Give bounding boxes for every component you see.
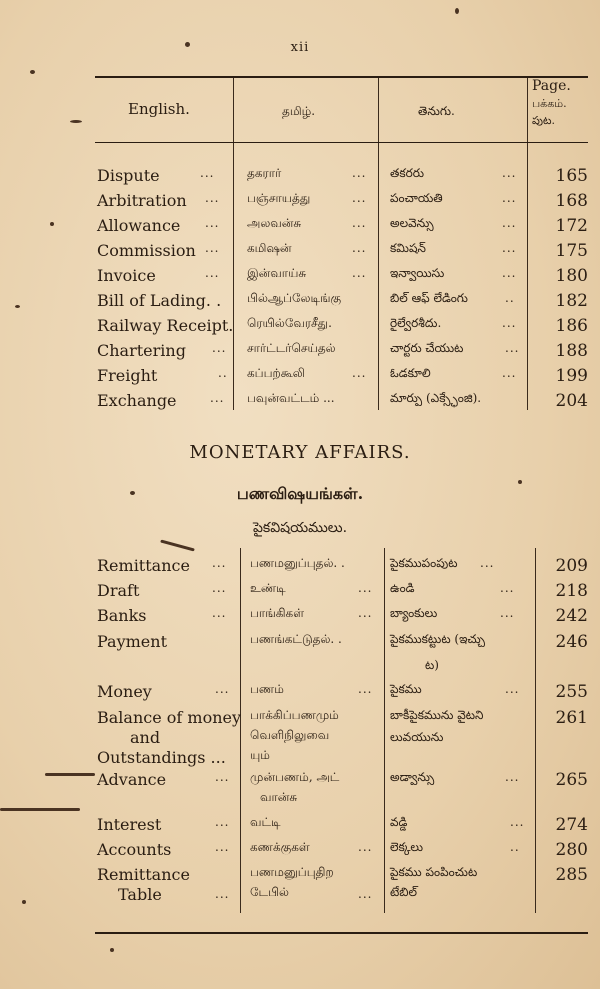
table-row [0, 316, 600, 340]
term-english: Arbitration [97, 191, 187, 210]
term-tamil: பில்ஆப்லேடிங்கு [247, 291, 342, 305]
paper-speck [70, 120, 82, 123]
table-row [0, 840, 600, 864]
term-english: Banks [97, 606, 147, 625]
term-english: Money [97, 682, 152, 701]
page-ref: 209 [555, 556, 588, 576]
leader-dots: ... [215, 840, 230, 854]
table-bottom-rule [95, 932, 588, 934]
paper-speck [110, 948, 114, 952]
table-row [0, 241, 600, 265]
term-tamil: பஞ்சாயத்து [247, 191, 311, 205]
page-ref: 199 [555, 366, 588, 386]
table-row [0, 341, 600, 365]
term-tamil: இன்வாய்சு [247, 266, 307, 280]
term-english: Railway Receipt. [97, 316, 234, 335]
term-english: Exchange [97, 391, 177, 410]
leader-dots: ... [352, 216, 367, 230]
table-row [0, 815, 600, 839]
term-telugu-cont: లువయును [390, 730, 444, 744]
leader-dots: ... [352, 366, 367, 380]
term-english: Chartering [97, 341, 186, 360]
page-ref: 168 [555, 191, 588, 211]
leader-dots: ... [212, 341, 227, 355]
table-row [0, 632, 600, 680]
term-telugu: మార్పు (ఎక్స్ఛేంజి). [390, 391, 482, 405]
term-english: Payment [97, 632, 167, 651]
term-tamil-cont: யும் [250, 748, 270, 762]
header-tamil: தமிழ். [282, 104, 316, 118]
leader-dots: ... [205, 241, 220, 255]
term-telugu: ఇన్వాయిసు [390, 266, 445, 280]
leader-dots: ... [502, 166, 517, 180]
leader-dots: ... [500, 581, 515, 595]
term-english: Dispute [97, 166, 160, 185]
term-telugu: పైకము పంపించుట [390, 865, 478, 879]
table-row [0, 556, 600, 580]
term-telugu: ఓడకూలి [390, 366, 431, 380]
leader-dots: ... [358, 606, 373, 620]
term-english: Balance of money [97, 708, 242, 727]
term-telugu: రైల్వేరశీదు. [390, 316, 442, 330]
term-tamil-cont: வான்சு [260, 790, 298, 804]
leader-dots: ... [505, 770, 520, 784]
leader-dots: ... [205, 216, 220, 230]
term-english-cont: and [130, 728, 161, 747]
term-tamil-cont: டேபில் [250, 885, 289, 899]
page-ref: 186 [555, 316, 588, 336]
leader-dots: ... [212, 581, 227, 595]
leader-dots: ... [352, 241, 367, 255]
term-english: Freight [97, 366, 158, 385]
table-row [0, 682, 600, 706]
term-telugu: కమిషన్ [390, 241, 426, 255]
leader-dots: ... [500, 606, 515, 620]
page-ref: 172 [555, 216, 588, 236]
leader-dots: .. [510, 840, 520, 854]
term-tamil: கணக்குகள் [250, 840, 310, 854]
term-english: Interest [97, 815, 162, 834]
header-page-en: Page. [532, 78, 571, 94]
header-page-ta: பக்கம். [532, 97, 567, 110]
term-tamil: சார்ட்டர்செய்தல் [247, 341, 336, 355]
leader-dots: ... [210, 391, 225, 405]
table-row [0, 291, 600, 315]
term-tamil: வட்டி [250, 815, 281, 829]
leader-dots: ... [205, 191, 220, 205]
leader-dots: ... [215, 815, 230, 829]
table-row [0, 708, 600, 772]
page-ref: 182 [555, 291, 588, 311]
term-tamil: பாங்கிகள் [250, 606, 305, 620]
leader-dots: ... [212, 556, 227, 570]
term-telugu: పైకము [390, 682, 422, 696]
term-english-cont: Table [118, 885, 162, 904]
term-tamil: பாக்கிப்பணமும் [250, 708, 339, 722]
leader-dots: ... [352, 191, 367, 205]
page-ref: 246 [555, 632, 588, 652]
term-tamil: கப்பற்கூலி [247, 366, 305, 380]
page-ref: 165 [555, 166, 588, 186]
term-tamil: பணமனுப்புதிற [250, 865, 334, 879]
term-tamil: கமிஷன் [247, 241, 292, 255]
page-ref: 204 [555, 391, 588, 411]
section-title-tamil: பணவிஷயங்கள். [236, 484, 364, 503]
leader-dots: ... [200, 166, 215, 180]
page-ref: 285 [555, 865, 588, 885]
term-telugu-cont: టేబిల్ [390, 885, 418, 899]
page-ref: 188 [555, 341, 588, 361]
page-ref: 274 [555, 815, 588, 835]
term-telugu: అలవెన్సు [390, 216, 434, 230]
page-ref: 242 [555, 606, 588, 626]
header-page-te: పుట. [532, 114, 555, 127]
leader-dots: ... [215, 770, 230, 784]
table-row [0, 581, 600, 605]
header-english: English. [128, 100, 190, 118]
term-telugu: తకరరు [390, 166, 424, 180]
term-tamil-cont: வெளிநிலுவை [250, 728, 330, 742]
table-row [0, 166, 600, 190]
leader-dots: ... [502, 366, 517, 380]
table-row [0, 266, 600, 290]
leader-dots: ... [502, 316, 517, 330]
term-english: Accounts [97, 840, 172, 859]
term-tamil: ரெயில்வேரசீது. [247, 316, 332, 330]
table-row [0, 191, 600, 215]
term-telugu: బిల్ ఆఫ్ లేడింగు [390, 291, 468, 305]
header-bottom-rule [95, 142, 588, 143]
paper-speck [30, 70, 35, 74]
table-row [0, 865, 600, 909]
table-row [0, 391, 600, 415]
term-english: Allowance [97, 216, 181, 235]
leader-dots: ... [358, 581, 373, 595]
leader-dots: ... [502, 191, 517, 205]
leader-dots: ... [358, 887, 373, 901]
page-ref: 261 [555, 708, 588, 728]
leader-dots: ... [502, 216, 517, 230]
leader-dots: ... [505, 341, 520, 355]
leader-dots: ... [358, 682, 373, 696]
term-telugu: లెక్కలు [390, 840, 424, 854]
term-tamil: உண்டி [250, 581, 286, 595]
leader-dots: .. [505, 291, 515, 305]
page-ref: 255 [555, 682, 588, 702]
section-title: MONETARY AFFAIRS. [189, 442, 411, 463]
term-tamil: பவுன்வட்டம் ... [247, 391, 335, 405]
leader-dots: ... [352, 166, 367, 180]
leader-dots: ... [502, 266, 517, 280]
leader-dots: ... [205, 266, 220, 280]
page-ref: 265 [555, 770, 588, 790]
term-telugu: చార్టరు చేయుట [390, 341, 464, 355]
table-row [0, 366, 600, 390]
term-english: Advance [97, 770, 167, 789]
term-telugu: ఉండి [390, 581, 415, 595]
term-telugu-cont: ట) [425, 658, 439, 672]
table-top-rule [95, 76, 588, 78]
term-telugu: బాకీపైకమును వైటని [390, 708, 484, 722]
leader-dots: ... [352, 266, 367, 280]
leader-dots: .. [218, 366, 228, 380]
term-telugu: పైకముపంపుట [390, 556, 458, 570]
term-telugu: పైకముకట్టుట (ఇచ్చు [390, 632, 485, 646]
term-english: Invoice [97, 266, 156, 285]
term-tamil: பணமனுப்புதல். . [250, 556, 345, 570]
table-row [0, 216, 600, 240]
page-ref: 175 [555, 241, 588, 261]
section-title-telugu: పైకవిషయములు. [252, 520, 348, 536]
page-ref: 218 [555, 581, 588, 601]
leader-dots: ... [505, 682, 520, 696]
leader-dots: ... [510, 815, 525, 829]
term-english: Bill of Lading. . [97, 291, 222, 310]
term-tamil: முன்பணம், அட் [250, 770, 340, 784]
leader-dots: ... [215, 682, 230, 696]
table-row [0, 770, 600, 814]
table-row [0, 606, 600, 630]
term-tamil: தகரார் [247, 166, 282, 180]
term-telugu: బ్యాంకులు [390, 606, 438, 620]
header-telugu: తెనుగు. [418, 104, 455, 118]
page-number: xii [290, 40, 310, 55]
leader-dots: ... [215, 887, 230, 901]
term-tamil: பணங்கட்டுதல். . [250, 632, 342, 646]
term-english-cont: Outstandings ... [97, 748, 226, 767]
leader-dots: ... [358, 840, 373, 854]
term-telugu: పంచాయతి [390, 191, 443, 205]
page-ref: 280 [555, 840, 588, 860]
page-ref: 180 [555, 266, 588, 286]
term-tamil: அலவன்சு [247, 216, 302, 230]
term-english: Draft [97, 581, 140, 600]
header-page [532, 78, 571, 129]
leader-dots: ... [502, 241, 517, 255]
term-telugu: అడ్వాన్సు [390, 770, 435, 784]
leader-dots: ... [480, 556, 495, 570]
paper-speck [455, 8, 459, 14]
term-english: Remittance [97, 865, 190, 884]
paper-speck [160, 540, 195, 552]
term-english: Commission [97, 241, 196, 260]
term-telugu: వడ్డి [390, 815, 408, 829]
leader-dots: ... [212, 606, 227, 620]
term-tamil: பணம் [250, 682, 284, 696]
term-english: Remittance [97, 556, 190, 575]
